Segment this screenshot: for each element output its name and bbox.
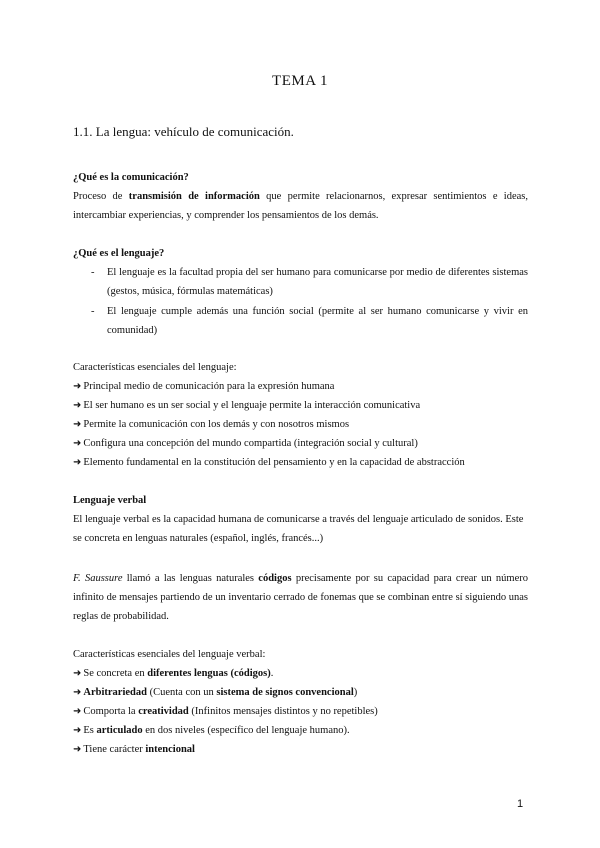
list-item-text: El lenguaje cumple además una función social (permite al ser humano comunicarse y vivir en comunidad) [107,306,528,336]
text-run: que permite relacionarnos, expresar sentimientos e ideas, intercambiar experiencias, y comprender los pensamientos de los demás. [73,191,528,221]
right-arrow-icon: ➜ [73,381,82,392]
verbal-characteristics-list [73,664,533,759]
list-item [73,740,533,759]
bold-term: creatividad [138,706,189,717]
bold-term: sistema de signos convencional [216,687,354,698]
right-arrow-icon: ➜ [73,706,82,717]
page-number: 1 [517,798,524,810]
list-item-text: Configura una concepción del mundo compartida (integración social y cultural) [83,438,418,449]
list-item [73,263,528,301]
characteristics-heading: Características esenciales del lenguaje: [73,362,237,373]
bold-term: Arbitrariedad [83,687,147,698]
list-item [73,415,533,434]
list-item [73,702,533,721]
question-communication-heading: ¿Qué es la comunicación? [73,172,189,183]
right-arrow-icon: ➜ [73,687,82,698]
verbal-characteristics-heading: Características esenciales del lenguaje verbal: [73,649,266,660]
text-run: llamó a las lenguas naturales [122,573,259,584]
bold-term: articulado [96,725,143,736]
right-arrow-icon: ➜ [73,400,82,411]
list-item [73,302,528,340]
right-arrow-icon: ➜ [73,744,82,755]
text-run: ) [353,687,358,698]
bold-term: transmisión de información [128,191,260,202]
text-run: Proceso de [73,191,129,202]
saussure-paragraph [73,569,528,626]
text-run: (Cuenta con un [146,687,217,698]
list-item-text: El ser humano es un ser social y el lenguaje permite la interacción comunicativa [83,400,421,411]
list-item [73,396,533,415]
author-name: F. Saussure [73,573,123,584]
text-run: precisamente por su capacidad para crear un número infinito de mensajes partiendo de un inventario cerrado de fonemas que se combinan entre sí siguiendo unas reglas de probabilidad. [73,573,528,622]
text-run: en dos niveles (específico del lenguaje humano). [142,725,350,736]
language-definition-list [73,263,528,341]
bold-term: diferentes lenguas (códigos) [147,668,271,679]
text-run: (Infinitos mensajes distintos y no repetibles) [188,706,378,717]
page-title: TEMA 1 [272,73,328,89]
bold-term: códigos [258,573,292,584]
characteristics-list [73,377,533,472]
dash-bullet: - [91,306,95,317]
right-arrow-icon: ➜ [73,668,82,679]
text-run: Se concreta en [83,668,148,679]
list-item [73,721,533,740]
bold-term: intencional [145,744,195,755]
list-item [73,664,533,683]
text-run: Tiene carácter [83,744,146,755]
section-heading: 1.1. La lengua: vehículo de comunicación. [73,124,294,139]
text-run: . [270,668,274,679]
list-item [73,683,533,702]
list-item [73,434,533,453]
list-item-text: Elemento fundamental en la constitución del pensamiento y en la capacidad de abstracción [83,457,465,468]
list-item [73,453,533,472]
list-item-text: Principal medio de comunicación para la expresión humana [83,381,335,392]
list-item-text: El lenguaje es la facultad propia del ser humano para comunicarse por medio de diferentes sistemas (gestos, música, fórmulas matemáticas) [107,267,528,297]
right-arrow-icon: ➜ [73,438,82,449]
question-language-heading: ¿Qué es el lenguaje? [73,248,165,259]
verbal-language-heading: Lenguaje verbal [73,495,147,506]
list-item [73,377,533,396]
text-run: Es [83,725,97,736]
verbal-language-text: El lenguaje verbal es la capacidad humana de comunicarse a través del lenguaje articulado de sonidos. Este se concreta en lenguas naturales (español, inglés, francés...) [73,514,524,544]
right-arrow-icon: ➜ [73,419,82,430]
list-item-text: Permite la comunicación con los demás y con nosotros mismos [83,419,350,430]
dash-bullet: - [91,267,95,278]
right-arrow-icon: ➜ [73,457,82,468]
communication-definition [73,187,528,225]
right-arrow-icon: ➜ [73,725,82,736]
text-run: Comporta la [83,706,139,717]
